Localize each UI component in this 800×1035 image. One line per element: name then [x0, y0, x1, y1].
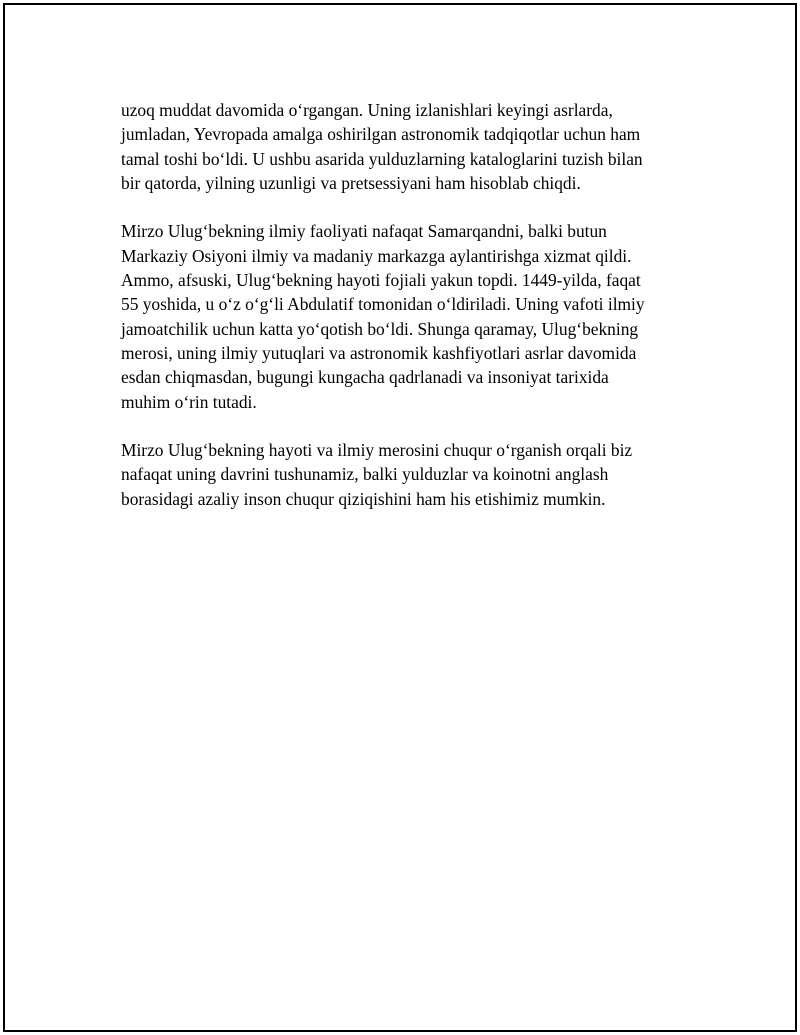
text-line: uzoq muddat davomida o‘rgangan. Uning izlanishlari keyingi asrlarda,	[121, 100, 613, 120]
text-line: esdan chiqmasdan, bugungi kungacha qadrlanadi va insoniyat tarixida	[121, 367, 609, 388]
text-line: jumladan, Yevropada amalga oshirilgan astronomik tadqiqotlar uchun ham	[121, 124, 641, 145]
text-line: Markaziy Osiyoni ilmiy va madaniy markazga aylantirishga xizmat qildi.	[121, 245, 632, 266]
text-line: muhim o‘rin tutadi.	[121, 391, 257, 412]
text-line: merosi, uning ilmiy yutuqlari va astronomik kashfiyotlari asrlar davomida	[121, 342, 637, 363]
text-line: nafaqat uning davrini tushunamiz, balki yulduzlar va koinotni anglash	[121, 464, 609, 485]
text-line: 55 yoshida, u o‘z o‘g‘li Abdulatif tomonidan o‘ldiriladi. Uning vafoti ilmiy	[121, 294, 645, 315]
text-line: Mirzo Ulug‘bekning hayoti va ilmiy merosini chuqur o‘rganish orqali biz	[121, 440, 633, 461]
text-line: tamal toshi bo‘ldi. U ushbu asarida yulduzlarning kataloglarini tuzish bilan	[121, 148, 643, 169]
text-line: borasidagi azaliy inson chuqur qiziqishini ham his etishimiz mumkin.	[121, 488, 606, 509]
paragraph-1	[121, 98, 681, 195]
text-line: bir qatorda, yilning uzunligi va pretsessiyani ham hisoblab chiqdi.	[121, 172, 581, 193]
paragraph-3	[121, 438, 681, 511]
page-frame	[3, 3, 797, 1032]
document-body	[121, 98, 681, 535]
text-line: Ammo, afsuski, Ulug‘bekning hayoti fojiali yakun topdi. 1449-yilda, faqat	[121, 270, 641, 291]
text-line: jamoatchilik uchun katta yo‘qotish bo‘ldi. Shunga qaramay, Ulug‘bekning	[121, 318, 639, 339]
text-line: Mirzo Ulug‘bekning ilmiy faoliyati nafaqat Samarqandni, balki butun	[121, 221, 607, 242]
paragraph-2	[121, 219, 681, 413]
